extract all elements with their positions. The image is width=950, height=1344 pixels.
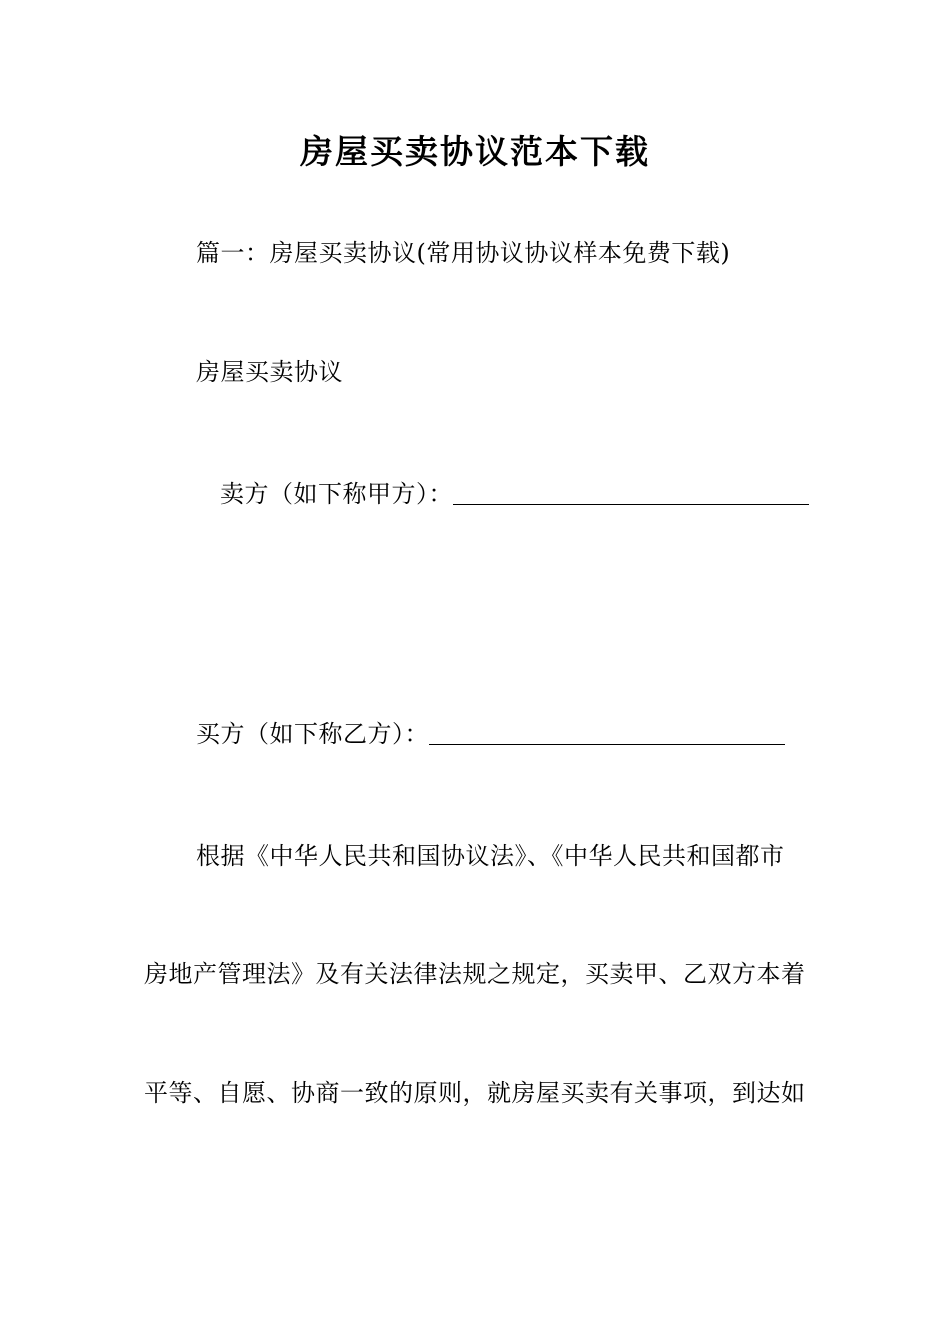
body-line: 房地产管理法》及有关法律法规之规定，买卖甲、乙双方本着 [144,960,806,988]
seller-blank-field [453,478,809,505]
agreement-heading: 房屋买卖协议 [196,358,343,386]
body-line: 根据《中华人民共和国协议法》、《中华人民共和国都市 [196,842,785,870]
seller-line [220,478,809,510]
seller-label: 卖方（如下称甲方）： [220,480,453,508]
body-line: 平等、自愿、协商一致的原则，就房屋买卖有关事项，到达如 [144,1079,806,1107]
buyer-label: 买方（如下称乙方）： [196,720,429,748]
buyer-line [196,718,785,750]
buyer-blank-field [429,718,785,745]
section-heading: 篇一：房屋买卖协议(常用协议协议样本免费下载) [196,239,731,267]
document-title: 房屋买卖协议范本下载 [300,132,650,171]
